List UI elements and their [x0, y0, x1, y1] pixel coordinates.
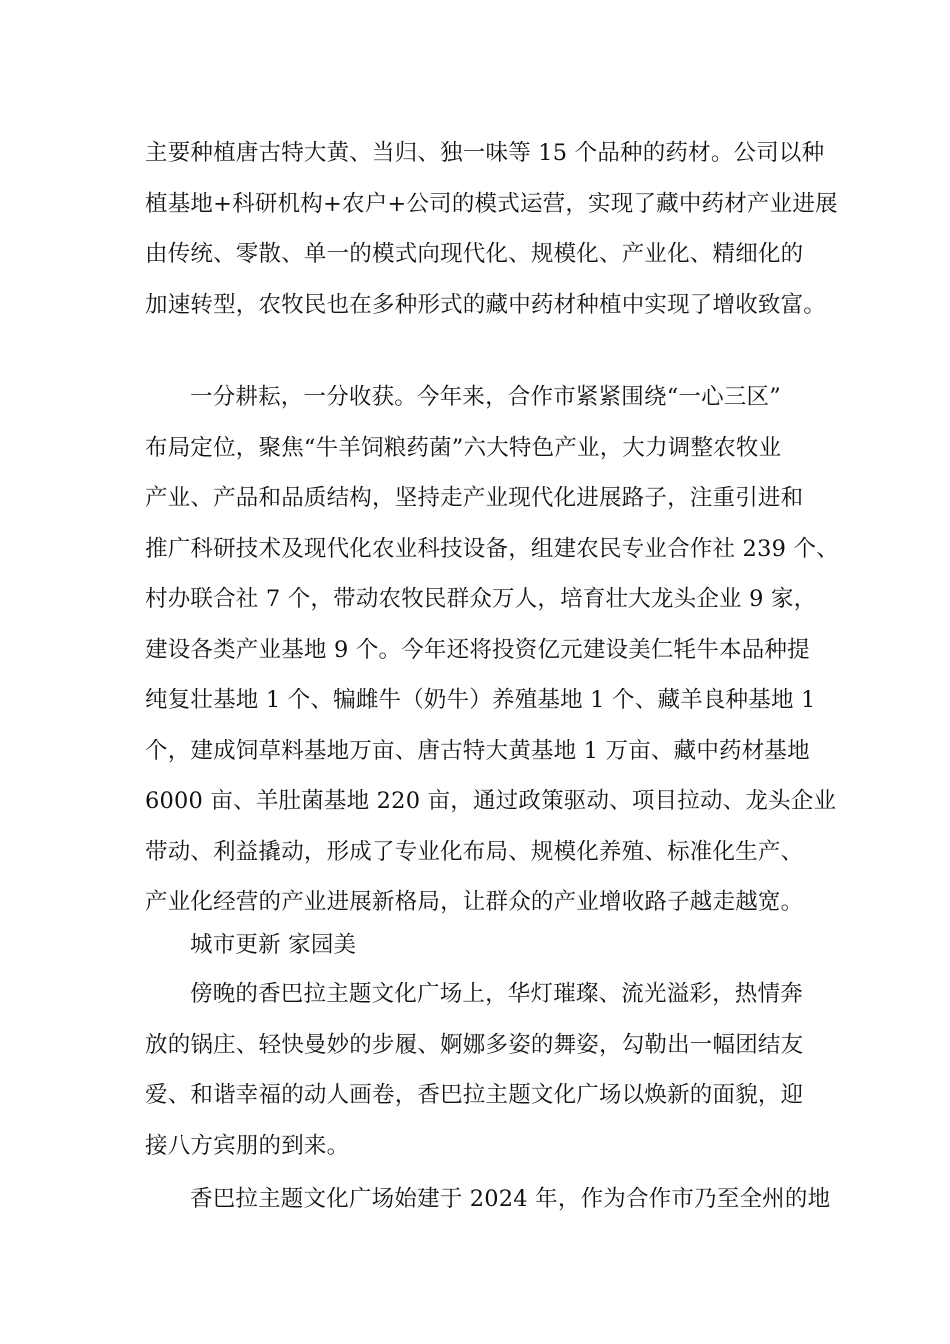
text-line: 接八方宾朋的到来。	[145, 1132, 350, 1159]
paragraph-cultural-square	[145, 969, 810, 1171]
paragraph-industry-development	[145, 372, 839, 928]
section-heading: 城市更新 家园美	[190, 932, 357, 958]
text-line: 放的锅庄、轻快曼妙的步履、婀娜多姿的舞姿，勾勒出一幅团结友	[145, 1031, 804, 1058]
paragraph-medicinal-herbs	[145, 128, 838, 330]
text-line: 6000 亩、羊肚菌基地 220 亩，通过政策驱动、项目拉动、龙头企业	[145, 788, 837, 814]
text-line: 植基地+科研机构+农户+公司的模式运营，实现了藏中药材产业进展	[145, 190, 838, 217]
text-line: 由传统、零散、单一的模式向现代化、规模化、产业化、精细化的	[145, 241, 804, 267]
text-line: 带动、利益撬动，形成了专业化布局、规模化养殖、标准化生产、	[145, 838, 804, 865]
text-line: 加速转型，农牧民也在多种形式的藏中药材种植中实现了增收致富。	[145, 291, 827, 318]
text-line: 产业、产品和品质结构，坚持走产业现代化进展路子，注重引进和	[145, 485, 804, 511]
paragraph-square-history	[145, 1174, 831, 1225]
text-line: 爱、和谐幸福的动人画卷，香巴拉主题文化广场以焕新的面貌，迎	[145, 1082, 804, 1108]
text-line: 纯复壮基地 1 个、犏雌牛（奶牛）养殖基地 1 个、藏羊良种基地 1	[145, 687, 816, 713]
text-line: 香巴拉主题文化广场始建于 2024 年，作为合作市乃至全州的地	[190, 1186, 831, 1212]
text-line: 产业化经营的产业进展新格局，让群众的产业增收路子越走越宽。	[145, 889, 804, 915]
text-line: 傍晚的香巴拉主题文化广场上，华灯璀璨、流光溢彩，热情奔	[190, 981, 803, 1007]
text-line: 推广科研技术及现代化农业科技设备，组建农民专业合作社 239 个、	[145, 535, 839, 562]
text-line: 布局定位，聚焦“牛羊饲粮药菌”六大特色产业，大力调整农牧业	[145, 434, 782, 461]
text-line: 村办联合社 7 个，带动农牧民群众万人，培育壮大龙头企业 9 家，	[145, 586, 817, 612]
text-line: 个，建成饲草料基地万亩、唐古特大黄基地 1 万亩、藏中药材基地	[145, 737, 810, 764]
text-line: 建设各类产业基地 9 个。今年还将投资亿元建设美仁牦牛本品种提	[145, 636, 810, 663]
text-line: 一分耕耘，一分收获。今年来，合作市紧紧围绕“一心三区”	[190, 384, 781, 410]
text-line: 主要种植唐古特大黄、当归、独一味等 15 个品种的药材。公司以种	[145, 140, 825, 166]
section-heading-block	[145, 921, 810, 969]
